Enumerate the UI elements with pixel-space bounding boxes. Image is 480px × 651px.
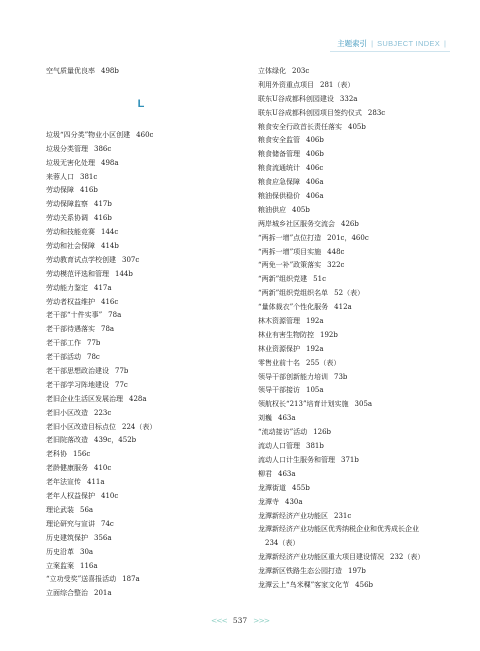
entry-page-ref: 371b [341, 455, 359, 464]
index-entry [46, 476, 236, 490]
entry-page-ref: 322c [327, 261, 345, 270]
index-entry [46, 532, 236, 546]
entry-term: 龙潭街道 [258, 483, 286, 492]
entry-term: 领航权长“213”培育计划实施 [258, 400, 349, 409]
entry-term: 立面综合整治 [46, 589, 88, 598]
index-entry [258, 218, 458, 232]
entry-page-ref: 410c [101, 492, 119, 501]
index-entry [46, 157, 236, 171]
index-entry [258, 121, 458, 135]
entry-term: 立体绿化 [258, 67, 286, 75]
index-entry [46, 309, 236, 323]
index-entry [46, 171, 236, 185]
index-entry [46, 296, 236, 310]
index-entry [258, 440, 458, 454]
entry-term: 劳动和社会保障 [46, 242, 95, 251]
entry-term: 老干部“十件实事” [46, 311, 103, 320]
entry-term: 零售业前十名 [258, 358, 300, 367]
index-entry [46, 282, 236, 296]
index-entry [258, 496, 458, 510]
entry-page-ref: 77b [87, 339, 101, 348]
entry-term: 来蓉人口 [46, 172, 74, 181]
entry-page-ref: 406a [306, 192, 324, 201]
index-entry [258, 93, 458, 107]
entry-page-ref: 192a [306, 344, 324, 353]
index-entry [46, 226, 236, 240]
index-entry [258, 329, 458, 343]
entry-term: 龙潭新经济产业功能区重大项目建设情况 [258, 553, 384, 562]
entry-page-ref: 430a [285, 497, 303, 506]
entry-page-ref: 144c [101, 228, 119, 237]
entry-page-ref: 144b [115, 269, 133, 278]
entry-term: 立案监案 [46, 561, 74, 570]
entry-term: 老科协 [46, 450, 67, 459]
index-column-left [46, 65, 236, 601]
index-entry [46, 546, 236, 560]
left-entries-before [46, 65, 236, 79]
index-entry [258, 343, 458, 357]
index-entry [258, 510, 458, 524]
entry-page-ref: 411a [87, 478, 105, 487]
index-entry [258, 259, 458, 273]
entry-page-ref: 463a [278, 469, 296, 478]
entry-term: 林业资源保护 [258, 344, 300, 353]
entry-term: “两新”组织党组织名单 [258, 289, 329, 298]
entry-term: 劳动和技能竞赛 [46, 228, 95, 237]
entry-page-ref: 386c [94, 144, 112, 153]
entry-term: “立功受奖”送喜报活动 [46, 575, 117, 584]
entry-page-ref: 463a [278, 414, 296, 423]
index-column-right [258, 65, 458, 593]
entry-term: 龙潭云上“鸟米稞”客家文化节 [258, 580, 350, 589]
entry-page-ref: 203c [292, 67, 310, 75]
entry-term: 垃圾无害化处理 [46, 158, 95, 167]
index-entry [46, 462, 236, 476]
entry-page-ref: 414b [101, 242, 119, 251]
index-entry [46, 407, 236, 421]
entry-page-ref: 231c [334, 511, 352, 520]
entry-term: 垃圾“四分类”物业小区创建 [46, 130, 131, 139]
entry-term: 老干部思想政治建设 [46, 367, 109, 376]
entry-term: 劳动保障监察 [46, 200, 88, 209]
entry-page-ref: 412a [334, 303, 352, 312]
index-entry [46, 448, 236, 462]
entry-page-ref: 305a [354, 400, 373, 409]
entry-page-ref: 460c [136, 130, 154, 139]
entry-page-ref: 126b [313, 428, 332, 437]
entry-page-ref: 77c [115, 380, 128, 389]
entry-page-ref: 416c [101, 297, 119, 306]
index-entry [258, 190, 458, 204]
entry-page-ref: 30a [80, 547, 94, 556]
page-footer [0, 616, 480, 625]
entry-page-ref: 405b [292, 205, 310, 214]
entry-term: 老年人权益保护 [46, 492, 95, 501]
index-entry [258, 468, 458, 482]
entry-page-ref: 406a [306, 178, 324, 187]
index-entry [46, 268, 236, 282]
entry-term: “两拆一增”项目实施 [258, 247, 322, 256]
entry-term: 粮油保供稳价 [258, 192, 300, 201]
index-entry [258, 273, 458, 287]
index-entry [46, 351, 236, 365]
index-entry [46, 212, 236, 226]
entry-term: 老旧小区改造 [46, 408, 88, 417]
entry-page-ref: 406b [306, 136, 324, 145]
entry-page-ref: 52（表） [334, 289, 365, 298]
entry-page-ref: 201c，460c [327, 233, 369, 242]
entry-page-ref: 426b [341, 219, 359, 228]
index-entry [258, 551, 458, 565]
entry-page-ref: 416b [80, 186, 98, 195]
entry-term: 龙潭寺 [258, 497, 279, 506]
entry-term: 理论研究与宣讲 [46, 519, 95, 528]
index-entry [46, 198, 236, 212]
header-end-mark: | [444, 39, 446, 48]
entry-page-ref: 224（表） [122, 422, 157, 431]
entry-term: 利用外资重点项目 [258, 80, 314, 89]
entry-term: 林业有害生物防控 [258, 330, 314, 339]
header-title-cn: 主题索引 [337, 39, 368, 48]
entry-page-ref: 281（表） [320, 80, 355, 89]
entry-term: 老干部学习阵地建设 [46, 380, 109, 389]
entry-term: 历史建筑保护 [46, 533, 88, 542]
entry-term: 流动人口管理 [258, 442, 300, 451]
entry-term: 粮食安全监管 [258, 136, 300, 145]
entry-term: 粮油供应 [258, 205, 286, 214]
entry-term: “流动接访”活动 [258, 428, 308, 437]
entry-page-ref: 410c [94, 464, 112, 473]
index-entry [258, 426, 458, 440]
entry-term: 联东U谷成都科创园项目签约仪式 [258, 108, 362, 117]
entry-page-ref: 428a [129, 394, 147, 403]
entry-term: 粮食安全行政首长责任落实 [258, 122, 342, 131]
index-entry [258, 579, 458, 593]
header-rule [330, 51, 450, 52]
page-number: 537 [232, 616, 248, 625]
index-entry [258, 134, 458, 148]
entry-term: 领导干部创新能力培训 [258, 372, 328, 381]
index-entry [258, 246, 458, 260]
index-entry [258, 384, 458, 398]
entry-page-ref: 255（表） [306, 358, 341, 367]
entry-term: 老旧企业生活区发展治理 [46, 394, 123, 403]
index-entry [258, 412, 458, 426]
index-entry [46, 573, 236, 587]
entry-page-ref: 439c，452b [94, 436, 137, 445]
entry-page-ref: 416b [94, 214, 112, 223]
entry-page-ref: 187a [122, 575, 140, 584]
entry-term: 领导干部接访 [258, 386, 300, 395]
entry-term: 空气质量优良率 [46, 67, 95, 75]
entry-page-ref: 307c [122, 255, 140, 264]
index-entry [258, 232, 458, 246]
entry-term: 龙潭新经济产业功能区优秀纳税企业和优秀成长企业 [258, 525, 419, 534]
entry-page-ref: 77b [115, 367, 129, 376]
entry-page-ref: 498b [101, 67, 119, 75]
entry-term: 老龄健康服务 [46, 464, 88, 473]
index-entry [258, 79, 458, 93]
entry-term: 劳动模范评选和管理 [46, 269, 109, 278]
entry-term: 刘巍 [258, 414, 272, 423]
entry-page-ref: 405b [348, 122, 366, 131]
index-entry [46, 337, 236, 351]
entry-page-ref: 356a [94, 533, 112, 542]
entry-page-ref: 498a [101, 158, 119, 167]
entry-page-ref: 417b [94, 200, 112, 209]
footer-arrows-right: >>> [253, 616, 270, 625]
entry-term: “两拆一增”点位打造 [258, 233, 322, 242]
index-entry [46, 434, 236, 448]
index-entry [258, 204, 458, 218]
entry-page-ref: 406c [306, 164, 324, 173]
index-entry [46, 240, 236, 254]
entry-term: 老干部活动 [46, 353, 81, 362]
index-entry [46, 518, 236, 532]
index-entry [46, 393, 236, 407]
entry-page-ref: 223c [94, 408, 112, 417]
index-entry [46, 365, 236, 379]
entry-term: 劳动能力鉴定 [46, 283, 88, 292]
entry-term: 234（表） [265, 539, 300, 548]
index-entry [258, 162, 458, 176]
entry-page-ref: 51c [313, 275, 326, 284]
entry-term: 劳动关系协调 [46, 214, 88, 223]
entry-term: 粮食储备管理 [258, 150, 300, 159]
entry-page-ref: 56a [80, 505, 94, 514]
index-entry [258, 398, 458, 412]
entry-term: 联东U谷成都科创园建设 [258, 94, 334, 103]
entry-term: 老旧院落改造 [46, 436, 88, 445]
entry-term: “两免一补”政策落实 [258, 261, 322, 270]
entry-term: 流动人口计生服务和管理 [258, 455, 335, 464]
section-letter: L [137, 97, 145, 110]
entry-page-ref: 192b [320, 330, 338, 339]
index-entry [258, 301, 458, 315]
entry-term: 柳君 [258, 469, 272, 478]
entry-term: 劳动教育试点学校创建 [46, 255, 116, 264]
entry-term: 老年法宣传 [46, 478, 81, 487]
index-entry [46, 490, 236, 504]
entry-page-ref: 381b [306, 442, 324, 451]
entry-term: 龙潭新经济产业功能区 [258, 511, 328, 520]
index-entry [258, 454, 458, 468]
entry-term: 老旧小区改造目标点位 [46, 422, 116, 431]
entry-page-ref: 406b [306, 150, 324, 159]
entry-page-ref: 192a [306, 317, 324, 326]
index-entry [258, 148, 458, 162]
index-entry [258, 371, 458, 385]
entry-page-ref: 283c [367, 108, 386, 117]
left-entries-after [46, 129, 236, 601]
index-entry [46, 143, 236, 157]
index-entry [258, 482, 458, 496]
index-entry [258, 65, 458, 79]
index-entry [46, 504, 236, 518]
index-entry [258, 537, 458, 551]
entry-page-ref: 74c [101, 519, 114, 528]
index-entry [46, 421, 236, 435]
index-entry [46, 587, 236, 601]
entry-term: 历史沿革 [46, 547, 74, 556]
header-separator: | [371, 39, 374, 48]
index-entry [46, 129, 236, 143]
entry-page-ref: 156c [73, 450, 91, 459]
running-header [337, 38, 450, 49]
index-entry [258, 523, 458, 537]
index-entry [46, 254, 236, 268]
entry-term: 老干部待遇落实 [46, 325, 95, 334]
entry-term: “两新”组织党建 [258, 275, 308, 284]
header-title-en: SUBJECT INDEX [377, 39, 441, 48]
index-entry [258, 176, 458, 190]
entry-page-ref: 201a [94, 589, 112, 598]
entry-term: 理论武装 [46, 505, 74, 514]
entry-page-ref: 105a [306, 386, 324, 395]
index-entry [258, 357, 458, 371]
entry-term: 劳动者权益维护 [46, 297, 95, 306]
index-entry [258, 315, 458, 329]
index-entry [258, 287, 458, 301]
index-entry [46, 184, 236, 198]
index-entry [46, 323, 236, 337]
entry-term: 劳动保障 [46, 186, 74, 195]
entry-page-ref: 417a [94, 283, 112, 292]
entry-page-ref: 456b [355, 580, 374, 589]
entry-page-ref: 381c [80, 172, 98, 181]
entry-page-ref: 116a [80, 561, 98, 570]
entry-page-ref: 78a [108, 311, 122, 320]
entry-page-ref: 232（表） [390, 553, 425, 562]
index-entry [46, 65, 236, 79]
entry-page-ref: 455b [292, 483, 310, 492]
entry-term: 老干部工作 [46, 339, 81, 348]
index-entry [46, 560, 236, 574]
index-entry [46, 379, 236, 393]
entry-page-ref: 78a [101, 325, 115, 334]
index-entry [258, 565, 458, 579]
entry-term: “量体裁衣”个性化服务 [258, 303, 329, 312]
entry-term: 垃圾分类管理 [46, 144, 88, 153]
entry-term: 粮食流通统计 [258, 164, 300, 173]
entry-page-ref: 197b [348, 567, 366, 576]
entry-page-ref: 73b [334, 372, 348, 381]
entry-term: 龙潭新区铁路生态公园打造 [258, 567, 342, 576]
entry-term: 粮食应急保障 [258, 178, 300, 187]
index-entry [258, 107, 458, 121]
entry-term: 林木资源管理 [258, 317, 300, 326]
entry-page-ref: 448c [327, 247, 345, 256]
entry-page-ref: 78c [87, 353, 100, 362]
entry-term: 两岸城乡社区服务交流会 [258, 219, 335, 228]
footer-arrows-left: <<< [210, 616, 227, 625]
entry-page-ref: 332a [339, 94, 358, 103]
